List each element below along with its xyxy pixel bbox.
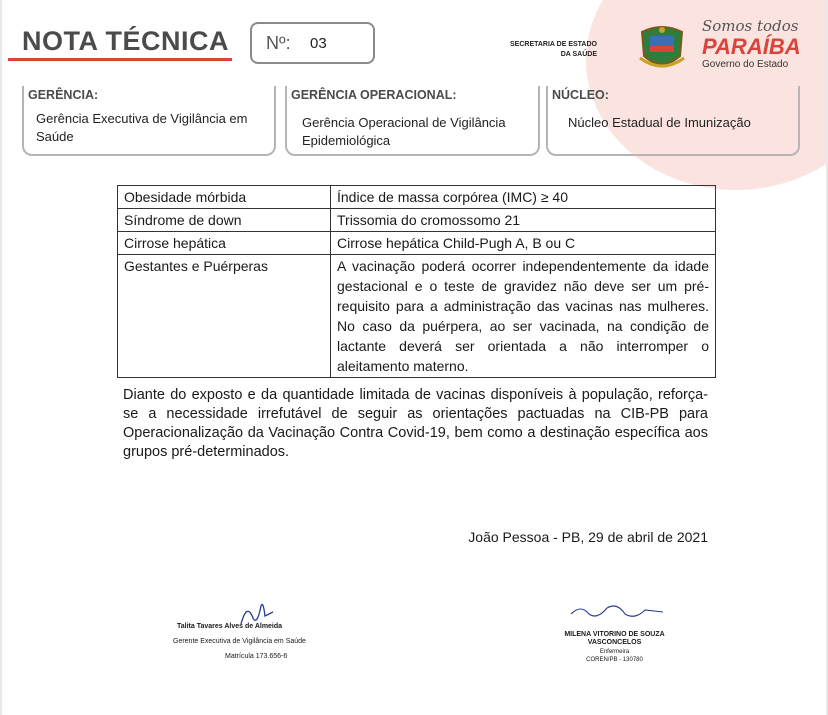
comorbidity-table: [117, 185, 716, 378]
signer-1-name: Talita Tavares Alves de Almeida: [177, 623, 283, 630]
gerencia-value: Gerência Executiva de Vigilância em Saúde: [36, 111, 248, 144]
table-row: [118, 255, 716, 378]
gerencia-label: GERÊNCIA:: [28, 88, 99, 102]
signer-2-registration: COREN/PB - 130780: [586, 657, 643, 663]
table-cell-condition: Obesidade mórbida: [118, 186, 331, 209]
signer-2-role: Enfermeira: [599, 649, 630, 655]
table-cell-criteria: Índice de massa corpórea (IMC) ≥ 40: [331, 186, 716, 209]
brand-logo: [702, 17, 812, 71]
nucleo-value: Núcleo Estadual de Imunização: [568, 115, 751, 130]
document-page: [2, 0, 826, 715]
table-row: [118, 186, 716, 209]
state-crest-icon: [636, 22, 688, 74]
signature-block-2: [542, 598, 687, 668]
table-cell-criteria: A vacinação poderá ocorrer independentemente da idade gestacional e o teste de gravidez não deve ser um pré-requisito para a administração das vacinas nas mulheres. No caso da puérpera, ao ser vacinada, na condição de lactante deverá ser orientada a não interromper o aleitamento materno.: [331, 255, 716, 378]
secretaria-label: [502, 40, 597, 60]
table-cell-criteria: Trissomia do cromossomo 21: [331, 209, 716, 232]
secretaria-line1: SECRETARIA DE ESTADO: [510, 41, 597, 48]
note-number-value: 03: [310, 35, 327, 52]
brand-slogan: Somos todos: [702, 17, 799, 35]
body-paragraph: Diante do exposto e da quantidade limitada de vacinas disponíveis à população, reforça-se a necessidade irrefutável de seguir as orientações pactuadas na CIB-PB para Operacionalização da Vacinação Contra Covid-19, bem como a destinação específica aos grupos pré-determinados.: [123, 387, 708, 460]
brand-state: PARAÍBA: [702, 34, 801, 59]
title-underline: [8, 58, 232, 61]
brand-government: Governo do Estado: [702, 59, 789, 70]
nucleo-box: [546, 86, 800, 156]
operacional-value: Gerência Operacional de Vigilância Epidemiológica: [302, 115, 506, 148]
nucleo-label: NÚCLEO:: [552, 88, 609, 102]
document-title: NOTA TÉCNICA: [22, 26, 229, 56]
handwritten-signature-icon: [567, 600, 667, 624]
signature-block-1: [167, 598, 342, 668]
gerencia-box: [22, 86, 276, 156]
operacional-label: GERÊNCIA OPERACIONAL:: [291, 88, 457, 102]
table-cell-condition: Gestantes e Puérperas: [118, 255, 331, 378]
note-number-label: Nº:: [266, 33, 291, 53]
table-cell-condition: Cirrose hepática: [118, 232, 331, 255]
table-row: [118, 232, 716, 255]
signer-2-name: MILENA VITORINO DE SOUZA VASCONCELOS: [564, 631, 665, 646]
operacional-box: [285, 86, 540, 156]
secretaria-line2: DA SAÚDE: [560, 51, 597, 58]
table-row: [118, 209, 716, 232]
note-number-box: [250, 22, 375, 64]
signer-1-registration: Matrícula 173.656-6: [225, 653, 288, 660]
signer-1-role: Gerente Executiva de Vigilância em Saúde: [173, 638, 306, 645]
table-cell-condition: Síndrome de down: [118, 209, 331, 232]
table-cell-criteria: Cirrose hepática Child-Pugh A, B ou C: [331, 232, 716, 255]
document-date: João Pessoa - PB, 29 de abril de 2021: [468, 529, 708, 545]
